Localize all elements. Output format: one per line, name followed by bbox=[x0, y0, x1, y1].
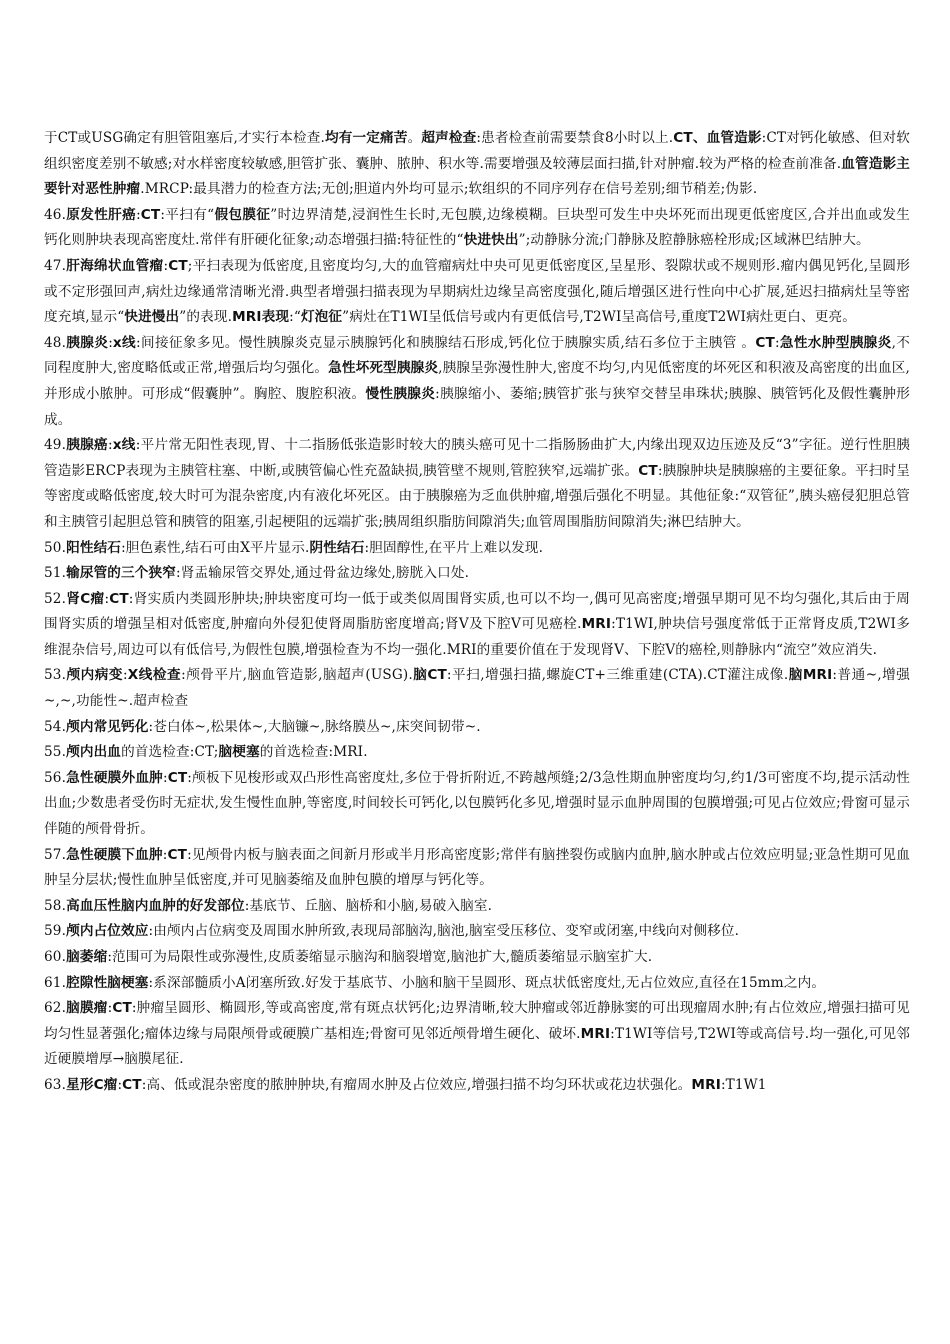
text-run: : bbox=[122, 667, 128, 684]
bold-term: CT bbox=[140, 206, 161, 223]
text-run: :平扫有“ bbox=[160, 206, 215, 223]
bold-term: 急性硬膜下血肿 bbox=[66, 846, 163, 863]
text-run: :胆色素性,结石可由X平片显示. bbox=[121, 539, 310, 556]
text-run: : bbox=[104, 590, 110, 607]
bold-term: 高血压性脑内血肿的好发部位 bbox=[66, 897, 245, 914]
text-run: :普通~,增强~,~,功能性~.超声检查 bbox=[44, 667, 910, 710]
text-run: ”的表现. bbox=[179, 309, 233, 326]
text-run: : bbox=[163, 257, 169, 274]
bold-term: MRI表现 bbox=[232, 309, 290, 326]
bold-term: 输尿管的三个狭窄 bbox=[66, 565, 177, 582]
paragraph bbox=[44, 587, 910, 664]
bold-term: CT bbox=[755, 334, 775, 351]
text-run: 。 bbox=[407, 130, 422, 146]
bold-term: x线 bbox=[112, 437, 136, 454]
text-run: : bbox=[107, 1000, 113, 1017]
bold-term: CT、血管造影 bbox=[673, 130, 762, 146]
text-run: 的首选检查:MRI. bbox=[259, 744, 368, 761]
bold-term: 胰腺炎 bbox=[66, 334, 109, 351]
bold-term: 脑CT bbox=[412, 667, 447, 684]
text-run: : bbox=[162, 846, 168, 863]
bold-term: 阴性结石 bbox=[309, 539, 365, 556]
bold-term: 超声检查 bbox=[421, 130, 477, 146]
bold-term: MRI bbox=[580, 1025, 611, 1042]
text-run: :平扫,增强扫描,螺旋CT+三维重建(CTA).CT灌注成像. bbox=[446, 667, 789, 684]
bold-term: 均有一定痛苦 bbox=[324, 130, 408, 146]
bold-term: 颅内出血 bbox=[66, 744, 122, 761]
text-run: :由颅内占位病变及周围水肿所致,表现局部脑沟,脑池,脑室受压移位、变窄或闭塞,中线向对侧移位. bbox=[148, 923, 740, 940]
text-run: ,胰腺呈弥漫性肿大,密度不均匀,内见低密度的坏死区和积液及高密度的出血区,并形成小脓肿。可形成“假囊肿”。胸腔、腹腔积液。 bbox=[44, 360, 910, 402]
text-run: 50. bbox=[44, 539, 67, 556]
text-run: :平片常无阳性表现,胃、十二指肠低张造影时较大的胰头癌可见十二指肠肠曲扩大,内缘出现双边压迹及反“3”字征。逆行性胆胰管造影ERCP表现为主胰管柱塞、中断,或胰管偏心性充盈缺损,胰管壁不规则,管腔狭窄,远端扩张。 bbox=[44, 437, 910, 479]
text-run: 于CT或USG确定有胆管阻塞后,才实行本检查. bbox=[44, 130, 325, 146]
bold-term: 脑MRI bbox=[788, 667, 833, 684]
paragraph bbox=[44, 433, 910, 535]
paragraph bbox=[44, 331, 910, 433]
bold-term: CT bbox=[167, 769, 188, 786]
text-run: 57. bbox=[44, 846, 67, 863]
text-run: ”病灶在T1WI呈低信号或内有更低信号,T2WI呈高信号,重度T2WI病灶更白、更亮。 bbox=[342, 309, 857, 326]
text-run: :基底节、丘脑、脑桥和小脑,易破入脑室. bbox=[244, 897, 493, 914]
text-run: :肾实质内类圆形肿块;肿块密度可均一低于或类似周围肾实质,也可以不均一,偶可见高密度;增强早期可见不均匀强化,其后由于周围肾实质的增强呈相对低密度,肿瘤向外侵犯使肾周脂肪密度增高;肾V及下腔V可见癌栓. bbox=[44, 590, 910, 633]
text-run: : bbox=[117, 1076, 123, 1093]
bold-term: CT bbox=[167, 846, 188, 863]
bold-term: 快进快出 bbox=[463, 232, 519, 249]
bold-term: CT bbox=[109, 590, 129, 607]
text-run: : bbox=[136, 206, 141, 223]
text-run: ”时边界清楚,浸润性生长时,无包膜,边缘模糊。巨块型可发生中央坏死而出现更低密度区,合并出血或发生钙化则肿块表现高密度灶.常伴有肝硬化征象;动态增强扫描:特征性的“ bbox=[44, 206, 911, 249]
bold-term: X线检查 bbox=[127, 667, 182, 684]
bold-term: 胰腺癌 bbox=[66, 437, 108, 454]
bold-term: MRI bbox=[581, 616, 612, 633]
text-run: :范围可为局限性或弥漫性,皮质萎缩显示脑沟和脑裂增宽,脑池扩大,髓质萎缩显示脑室扩大. bbox=[107, 949, 653, 965]
bold-term: 颅内常见钙化 bbox=[66, 718, 149, 735]
document-page bbox=[44, 126, 910, 1099]
text-run: 的首选检查:CT; bbox=[121, 744, 219, 761]
text-run: 58. bbox=[44, 897, 67, 914]
text-run: :T1WI,肿块信号强度常低于正常肾皮质,T2WI多维混杂信号,周边可以有低信号,为假性包膜,增强检查为不均一强化.MRI的重要价值在于发现肾V、下腔V的癌栓,则静脉内“流空”效应消失. bbox=[44, 616, 910, 658]
text-run: :颅骨平片,脑血管造影,脑超声(USG). bbox=[181, 667, 413, 684]
text-run: : bbox=[108, 334, 113, 351]
bold-term: CT bbox=[638, 462, 658, 479]
bold-term: 假包膜征 bbox=[214, 206, 271, 223]
text-run: :系深部髓质小A闭塞所致.好发于基底节、小脑和脑干呈圆形、斑点状低密度灶,无占位效应,直径在15mm之内。 bbox=[148, 974, 826, 991]
paragraph bbox=[44, 715, 910, 741]
text-run: 47. bbox=[44, 257, 67, 274]
paragraph bbox=[44, 254, 910, 331]
paragraph bbox=[44, 663, 910, 714]
paragraph bbox=[44, 766, 910, 843]
paragraph bbox=[44, 561, 910, 587]
bold-term: 急性硬膜外血肿 bbox=[66, 769, 163, 786]
text-run: : bbox=[107, 437, 113, 454]
text-run: 46. bbox=[44, 206, 67, 223]
text-run: 51. bbox=[44, 565, 67, 582]
text-run: :苍白体~,松果体~,大脑镰~,脉络膜丛~,床突间韧带~. bbox=[148, 718, 481, 735]
paragraph bbox=[44, 894, 910, 920]
paragraph bbox=[44, 971, 910, 997]
text-run: :颅板下见梭形或双凸形性高密度灶,多位于骨折附近,不跨越颅缝;2/3急性期血肿密度均匀,约1/3可密度不均,提示活动性出血;少数患者受伤时无症状,发生慢性血肿,等密度,时间较长可钙化,以包膜钙化多见,增强时显示血肿周围的包膜增强;可见占位效应;骨窗可显示伴随的颅骨骨折。 bbox=[44, 769, 910, 838]
text-run: 60. bbox=[44, 949, 67, 965]
text-run: 54. bbox=[44, 718, 67, 735]
bold-term: 急性坏死型胰腺炎 bbox=[328, 360, 439, 377]
bold-term: 原发性肝癌 bbox=[66, 206, 137, 223]
text-run: :胰腺肿块是胰腺癌的主要征象。平扫时呈等密度或略低密度,较大时可为混杂密度,内有液化坏死区。由于胰腺癌为乏血供肿瘤,增强后强化不明显。其他征象:“双管征”,胰头癌侵犯胆总管和主胰管引起胆总管和胰管的阻塞,引起梗阻的远端扩张;胰周组织脂肪间隙消失;血管周围脂肪间隙消失;淋巴结肿大。 bbox=[44, 462, 910, 530]
text-run: :胰腺缩小、萎缩;胰管扩张与狭窄交替呈串珠状;胰腺、胰管钙化及假性囊肿形成。 bbox=[44, 385, 911, 428]
paragraph bbox=[44, 126, 910, 203]
text-run: :见颅骨内板与脑表面之间新月形或半月形高密度影;常伴有脑挫裂伤或脑内血肿,脑水肿或占位效应明显;亚急性期可见血肿呈分层状;慢性血肿呈低密度,并可见脑萎缩及血肿包膜的增厚与钙化等。 bbox=[44, 846, 910, 889]
text-run: :肾盂输尿管交界处,通过骨盆边缘处,膀胱入口处. bbox=[176, 565, 470, 582]
bold-term: 血管造影主要针对恶性肿瘤 bbox=[44, 155, 911, 198]
text-run: :胆固醇性,在平片上难以发现. bbox=[364, 539, 544, 556]
text-run: 59. bbox=[44, 923, 67, 940]
text-run: :T1WI等信号,T2WI等或高信号.均一强化,可见邻近硬膜增厚→脑膜尾征. bbox=[44, 1025, 910, 1068]
text-run: 55. bbox=[44, 744, 67, 761]
text-run: : bbox=[163, 769, 168, 786]
text-run: : bbox=[774, 334, 780, 351]
bold-term: 肝海绵状血管瘤 bbox=[66, 257, 164, 274]
bold-term: 肾C瘤 bbox=[66, 590, 105, 607]
bold-term: 星形C瘤 bbox=[66, 1076, 118, 1093]
text-run: :患者检查前需要禁食8小时以上. bbox=[476, 130, 674, 146]
text-run: :“ bbox=[289, 309, 301, 326]
text-run: :间接征象多见。慢性胰腺炎克显示胰腺钙化和胰腺结石形成,钙化位于胰腺实质,结石多位于主胰管 。 bbox=[136, 334, 756, 351]
bold-term: 急性水肿型胰腺炎 bbox=[779, 334, 892, 351]
paragraph bbox=[44, 1073, 910, 1099]
bold-term: 灯泡征 bbox=[300, 309, 343, 326]
paragraph bbox=[44, 996, 910, 1073]
text-run: 62. bbox=[44, 1000, 67, 1017]
text-run: 48. bbox=[44, 334, 67, 351]
paragraph bbox=[44, 203, 910, 254]
bold-term: 颅内占位效应 bbox=[66, 923, 149, 940]
bold-term: x线 bbox=[112, 334, 137, 351]
text-run: .MRCP:最具潜力的检查方法;无创;胆道内外均可显示;软组织的不同序列存在信号差别;细节稍差;伪影. bbox=[140, 181, 758, 198]
text-run: 53. bbox=[44, 667, 67, 684]
text-run: :T1W1 bbox=[720, 1076, 767, 1093]
text-run: 61. bbox=[44, 974, 67, 991]
bold-term: MRI bbox=[691, 1076, 721, 1093]
text-run: 63. bbox=[44, 1076, 67, 1093]
text-run: ,不同程度肿大,密度略低或正常,增强后均匀强化。 bbox=[44, 334, 911, 377]
bold-term: 脑膜瘤 bbox=[66, 1000, 108, 1017]
text-run: 56. bbox=[44, 769, 67, 786]
bold-term: CT bbox=[122, 1076, 142, 1093]
bold-term: 颅内病变 bbox=[66, 667, 123, 684]
paragraph bbox=[44, 919, 910, 945]
paragraph bbox=[44, 945, 910, 971]
bold-term: 快进慢出 bbox=[124, 309, 180, 326]
bold-term: CT bbox=[112, 1000, 132, 1017]
bold-term: 阳性结石 bbox=[66, 539, 122, 556]
bold-term: 腔隙性脑梗塞 bbox=[66, 974, 149, 991]
paragraph bbox=[44, 843, 910, 894]
paragraph bbox=[44, 740, 910, 766]
bold-term: 慢性胰腺炎 bbox=[365, 385, 436, 402]
paragraph bbox=[44, 536, 910, 562]
text-run: ”;动静脉分流;门静脉及腔静脉癌栓形成;区域淋巴结肿大。 bbox=[518, 232, 870, 249]
text-run: :CT对钙化敏感、但对软组织密度差别不敏感;对水样密度较敏感,胆管扩张、囊肿、脓肿、积水等.需要增强及较薄层面扫描,针对肿瘤.较为严格的检查前准备. bbox=[44, 130, 910, 172]
bold-term: 脑萎缩 bbox=[66, 949, 108, 965]
bold-term: 脑梗塞 bbox=[218, 744, 260, 761]
text-run: :高、低或混杂密度的脓肿肿块,有瘤周水肿及占位效应,增强扫描不均匀环状或花边状强化。 bbox=[141, 1076, 692, 1093]
text-run: ;平扫表现为低密度,且密度均匀,大的血管瘤病灶中央可见更低密度区,呈星形、裂隙状或不规则形.瘤内偶见钙化,呈圆形或不定形强回声,病灶边缘通常清晰光滑.典型者增强扫描表现为早期病灶边缘呈高密度强化,随后增强区进行性向中心扩展,延迟扫描病灶呈等密度充填,显示“ bbox=[44, 257, 910, 326]
text-run: 52. bbox=[44, 590, 67, 607]
bold-term: CT bbox=[168, 257, 188, 274]
text-run: 49. bbox=[44, 437, 67, 454]
text-run: :肿瘤呈圆形、椭圆形,等或高密度,常有斑点状钙化;边界清晰,较大肿瘤或邻近静脉窦的可出现瘤周水肿;有占位效应,增强扫描可见均匀性显著强化;瘤体边缘与局限颅骨或硬膜广基相连;骨窗可见邻近颅骨增生硬化、破坏. bbox=[44, 1000, 911, 1042]
